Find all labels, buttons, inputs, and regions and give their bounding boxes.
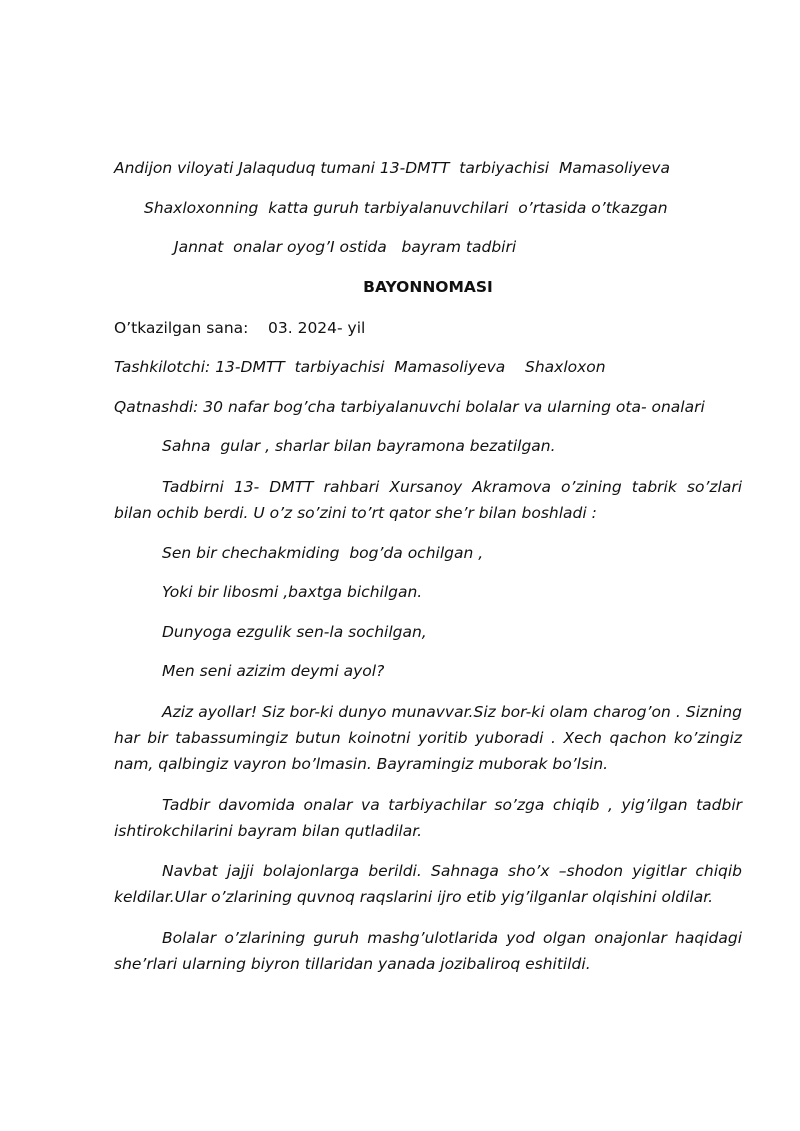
organizer-line: Tashkilotchi: 13-DMTT tarbiyachisi Mamasoliyeva Shaxloxon xyxy=(114,358,606,376)
header-line-2: Shaxloxonning katta guruh tarbiyalanuvchilari o’rtasida o’tkazgan xyxy=(144,199,668,217)
date-label: O’tkazilgan sana: xyxy=(114,319,249,337)
poem-line-4: Men seni azizim deymi ayol? xyxy=(162,662,385,680)
speeches-paragraph: Tadbir davomida onalar va tarbiyachilar so’zga chiqib , yig’ilgan tadbir ishtirokchilarini bayram bilan qutladilar. xyxy=(114,796,742,840)
poem-line-2: Yoki bir libosmi ,baxtga bichilgan. xyxy=(162,583,423,601)
date-value: 03. 2024- yil xyxy=(268,319,366,337)
poem-line-3: Dunyoga ezgulik sen-la sochilgan, xyxy=(162,623,427,641)
dance-paragraph: Navbat jajji bolajonlarga berildi. Sahnaga sho’x –shodon yigitlar chiqib keldilar.Ular o’zlarining quvnoq raqslarini ijro etib yig’ilganlar olqishini oldilar. xyxy=(114,862,742,906)
document-title: BAYONNOMASI xyxy=(363,278,493,296)
poem-line-1: Sen bir chechakmiding bog’da ochilgan , xyxy=(162,544,484,562)
header-line-1: Andijon viloyati Jalaquduq tumani 13-DMTT tarbiyachisi Mamasoliyeva xyxy=(114,159,670,177)
header-line-3: Jannat onalar oyog’I ostida bayram tadbiri xyxy=(174,238,517,256)
greeting-paragraph: Aziz ayollar! Siz bor-ki dunyo munavvar.Siz bor-ki olam charog’on . Sizning har bir tabassumingiz butun koinotni yoritib yuboradi . Xech qachon ko’zingiz nam, qalbingiz vayron bo’lmasin. Bayramingiz muborak bo’lsin. xyxy=(114,703,742,773)
decoration-line: Sahna gular , sharlar bilan bayramona bezatilgan. xyxy=(162,437,556,455)
participants-line: Qatnashdi: 30 nafar bog’cha tarbiyalanuvchi bolalar va ularning ota- onalari xyxy=(114,398,705,416)
opening-paragraph: Tadbirni 13- DMTT rahbari Xursanoy Akramova o’zining tabrik so’zlari bilan ochib berdi. U o’z so’zini to’rt qator she’r bilan boshladi : xyxy=(114,478,742,522)
poems-paragraph: Bolalar o’zlarining guruh mashg’ulotlarida yod olgan onajonlar haqidagi she’rlari ularning biyron tillaridan yanada jozibaliroq eshitildi. xyxy=(114,929,742,973)
